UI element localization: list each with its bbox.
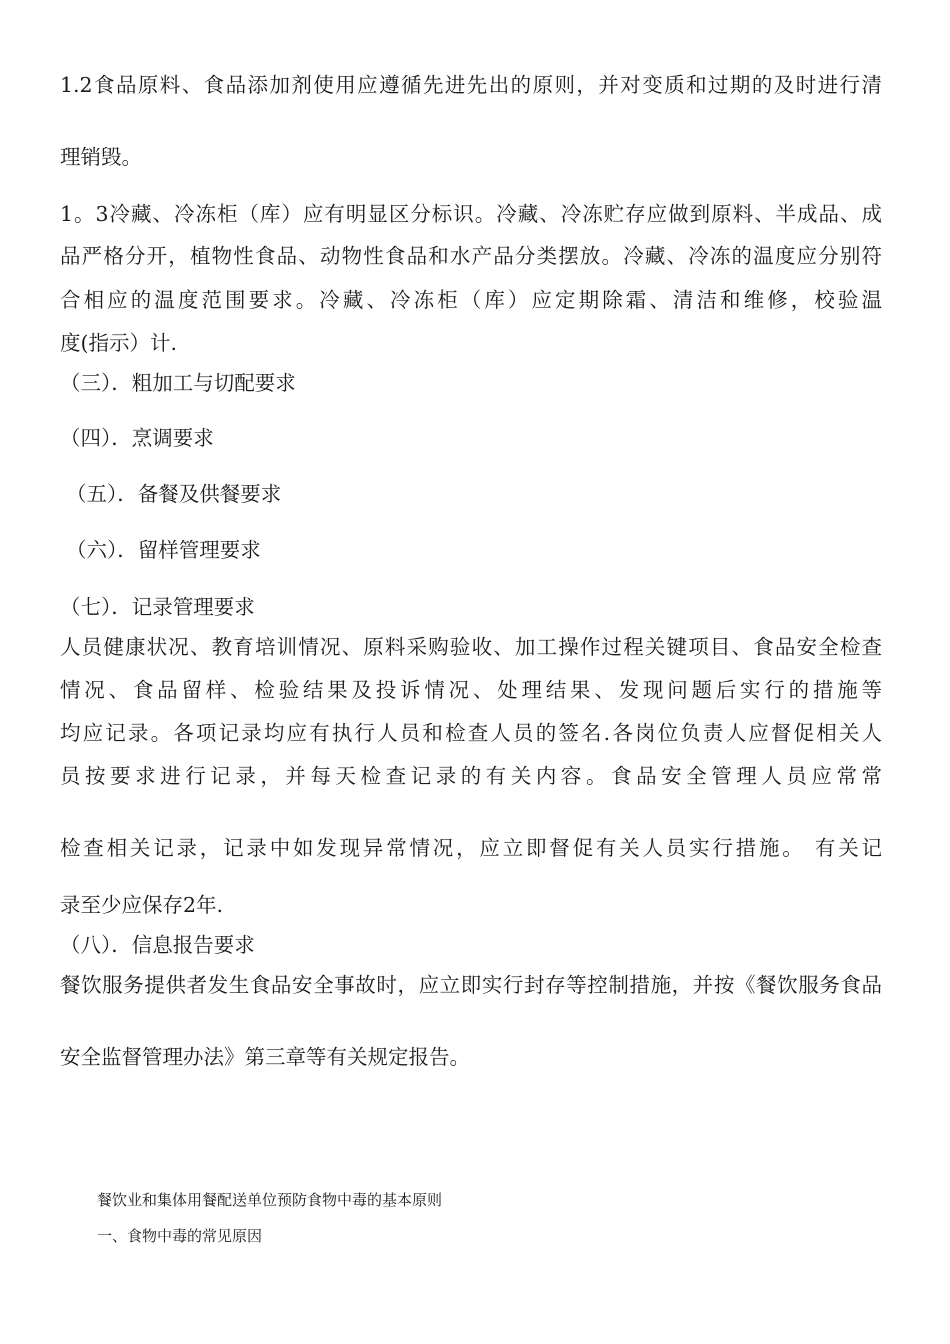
paragraph-1-3-line-2: 品严格分开，植物性食品、动物性食品和水产品分类摆放。冷藏、冷冻的温度应分别符 — [60, 244, 882, 268]
paragraph-1-2-line-1: 1.2食品原料、食品添加剂使用应遵循先进先出的原则，并对变质和过期的及时进行清 — [60, 73, 882, 97]
heading-section-7: （七）．记录管理要求 — [60, 595, 255, 619]
heading-section-8: （八）．信息报告要求 — [60, 933, 255, 957]
section-subheading: 一、食物中毒的常见原因 — [97, 1227, 263, 1245]
paragraph-7-line-6: 录至少应保存2年. — [60, 893, 224, 917]
paragraph-8-line-2: 安全监督管理办法》第三章等有关规定报告。 — [60, 1045, 470, 1069]
paragraph-7-line-3: 均应记录。各项记录均应有执行人员和检查人员的签名.各岗位负责人应督促相关人 — [60, 721, 882, 745]
paragraph-1-2-line-2: 理销毁。 — [60, 145, 142, 169]
paragraph-7-line-5: 检查相关记录，记录中如发现异常情况，应立即督促有关人员实行措施。 有关记 — [60, 836, 882, 860]
heading-section-6: （六）．留样管理要求 — [66, 538, 261, 562]
heading-section-4: （四）．烹调要求 — [60, 426, 214, 450]
paragraph-1-3-line-3: 合相应的温度范围要求。冷藏、冷冻柜（库）应定期除霜、清洁和维修，校验温 — [60, 288, 882, 312]
paragraph-1-3-line-4: 度(指示）计. — [60, 331, 178, 355]
heading-section-3: （三）．粗加工与切配要求 — [60, 371, 296, 395]
paragraph-7-line-2: 情况、食品留样、检验结果及投诉情况、处理结果、发现问题后实行的措施等 — [60, 678, 882, 702]
heading-section-5: （五）．备餐及供餐要求 — [66, 482, 282, 506]
paragraph-7-line-4: 员按要求进行记录，并每天检查记录的有关内容。食品安全管理人员应常常 — [60, 764, 882, 788]
section-title: 餐饮业和集体用餐配送单位预防食物中毒的基本原则 — [97, 1191, 443, 1209]
paragraph-1-3-line-1: 1。3冷藏、冷冻柜（库）应有明显区分标识。冷藏、冷冻贮存应做到原料、半成品、成 — [60, 202, 882, 226]
paragraph-7-line-1: 人员健康状况、教育培训情况、原料采购验收、加工操作过程关键项目、食品安全检查 — [60, 635, 882, 659]
paragraph-8-line-1: 餐饮服务提供者发生食品安全事故时，应立即实行封存等控制措施，并按《餐饮服务食品 — [60, 973, 882, 997]
